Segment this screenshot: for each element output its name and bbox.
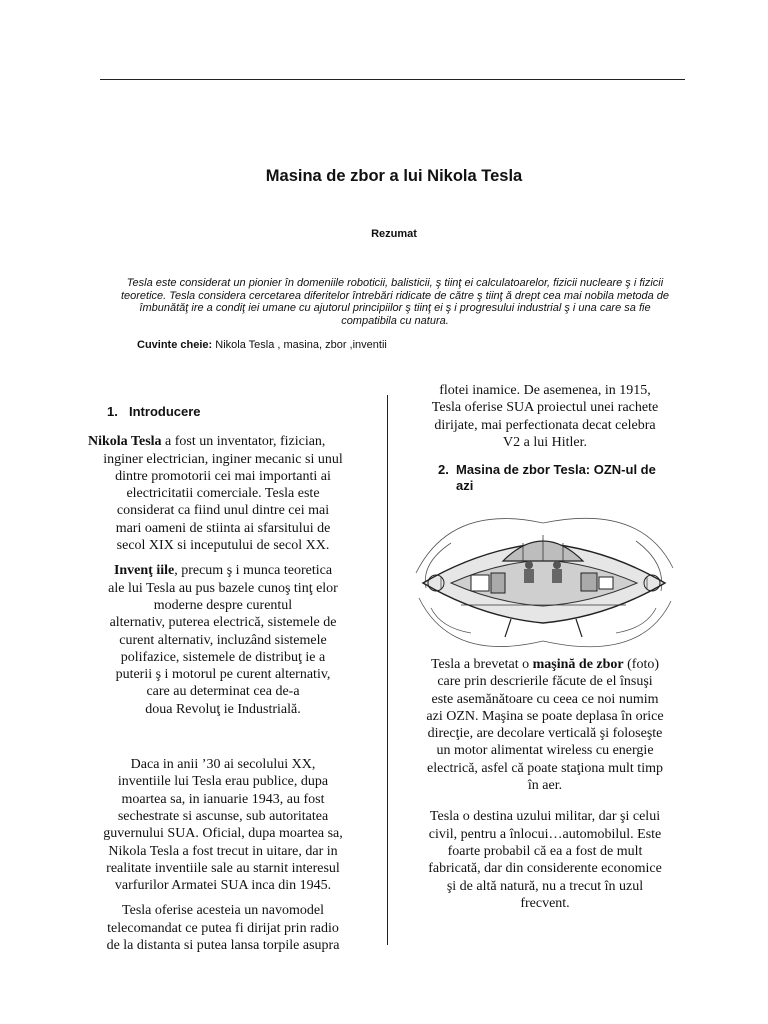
text-line: Tesla oferise SUA proiectul unei rachete — [431, 400, 659, 416]
text-line: direcţie, are decolare verticală şi foloseşte — [427, 726, 663, 742]
text-line: foarte probabil că ea a fost de mult — [447, 843, 643, 859]
section-heading-introducere — [88, 403, 358, 420]
text-line: polifazice, sistemele de distribuţ ie a — [120, 649, 326, 665]
bold-term: maşină de zbor — [532, 657, 624, 672]
text-line: civil, pentru a înlocui…automobilul. Este — [428, 826, 662, 842]
text-line: fabricată, dar din considerente economice — [428, 861, 662, 877]
text-line: inventiile lui Tesla erau publice, dupa — [117, 774, 329, 790]
text-line: sechestrate si ascunse, sub autoritatea — [117, 808, 329, 824]
right-column — [408, 382, 682, 494]
bold-term: Nikola Tesla — [88, 434, 162, 450]
text-line: care au determinat cea de-a — [146, 684, 300, 700]
abstract-line: Tesla este considerat un pionier în domeniile roboticii, balisticii, ş tiinţ ei calculatoarelor, fizicii nucleare ş i fizicii — [126, 277, 664, 289]
text-line: care prin descrierile făcute de el însuşi — [437, 674, 653, 690]
paragraph-flotei — [408, 382, 682, 451]
text-line: inginer electrician, inginer mecanic si unul — [103, 451, 343, 467]
keywords — [137, 339, 387, 351]
paragraph-brevetat: Tesla a brevetat o maşină de zbor (foto) care prin descrierile făcute de el însuşi este asemănătoare cu ceea ce noi numim azi OZN. Maşina se poate deplasa în orice direcţie, are decolare verticală şi foloseşte un motor alimentat wireless cu energie electrică, asfel că poate staţiona mult timp în aer. — [408, 656, 682, 794]
text-line: doua Revoluţ ie Industrială. — [145, 701, 301, 717]
section-heading-masina-de-zbor — [408, 462, 682, 494]
text-line: un motor alimentat wireless cu energie — [436, 743, 654, 759]
paragraph-uz-militar — [408, 808, 682, 912]
text-line: Tesla o destina uzului militar, dar şi celui — [429, 809, 661, 825]
abstract-text — [100, 277, 690, 327]
paragraph-navomodel — [88, 902, 358, 954]
text-line: electricitatii comerciale. Tesla este — [126, 486, 320, 502]
text-line: secol XIX si inceputului de secol XX. — [116, 538, 330, 554]
bold-term: Invenţ iile — [113, 563, 175, 579]
flying-machine-illustration — [411, 513, 676, 651]
text-line: ale lui Tesla au pus bazele cunoş tinţ elor — [108, 580, 338, 596]
text-line: dirijate, mai perfectionata decat celebra — [434, 417, 656, 433]
section-title-cont: azi — [456, 478, 474, 494]
text-line: considerat ca fiind unul dintre cei mai — [116, 503, 330, 519]
abstract-line: îmbunătăţ ire a condiţ iei umane cu ajutorul principiilor ş tiinţ ei ş i progresului industrial ş i una care sa fie — [139, 302, 651, 315]
left-column — [88, 403, 358, 954]
text-line: telecomandat ce putea fi dirijat prin radio — [107, 920, 339, 936]
text-line: electrică, asfel că poate staţiona mult timp — [427, 760, 663, 776]
header-rule — [100, 79, 685, 80]
text-line: guvernului SUA. Oficial, dupa moartea sa, — [103, 826, 343, 842]
column-divider — [387, 395, 388, 945]
text-line: varfurilor Armatei SUA inca din 1945. — [114, 878, 332, 894]
text-line: azi OZN. Maşina se poate deplasa în orice — [426, 708, 664, 724]
text-line: moartea sa, in ianuarie 1943, au fost — [121, 791, 325, 807]
section-number: 1. — [107, 404, 118, 419]
paragraph-anii-30 — [88, 756, 358, 894]
text-line: moderne despre curentul — [153, 597, 293, 613]
text-line: Nikola Tesla a fost trecut in uitare, dar in — [108, 843, 338, 859]
section-number: 2. — [438, 462, 449, 478]
text-line: flotei inamice. De asemenea, in 1915, — [439, 383, 651, 398]
section-title: Introducere — [129, 404, 201, 419]
text-line: puterii ş i motorul pe curent alternativ, — [115, 667, 331, 683]
text-line: dintre promotorii cei mai importanti ai — [115, 468, 331, 484]
abstract-line: teoretice. Tesla considera cercetarea diferitelor întrebări ridicate de către ş tiinţ ă drept cea mai nobila metoda de — [120, 289, 670, 302]
text-line: Tesla oferise acesteia un navomodel — [122, 903, 324, 919]
abstract-heading: Rezumat — [371, 228, 417, 240]
document-title: Masina de zbor a lui Nikola Tesla — [265, 167, 523, 185]
keywords-value: Nikola Tesla , masina, zbor ,inventii — [212, 339, 387, 351]
right-column-lower — [408, 656, 682, 912]
text-line: realitate inventiile sale au starnit interesul — [106, 860, 340, 876]
section-title: Masina de zbor Tesla: OZN-ul de — [456, 462, 656, 478]
abstract-line: compatibila cu natura. — [341, 314, 449, 327]
text-line: Daca in anii ’30 ai secolului XX, — [130, 757, 316, 773]
text-line: de la distanta si putea lansa torpile asupra — [106, 938, 340, 954]
text-line: este asemănătoare cu ceea ce noi numim — [431, 691, 659, 707]
text-line: curent alternativ, incluzând sistemele — [119, 632, 327, 648]
text-line: în aer. — [527, 778, 563, 794]
keywords-label: Cuvinte cheie: — [137, 339, 213, 351]
text-line: şi de altă natură, nu a trecut în uzul — [446, 878, 644, 894]
text-line: V2 a lui Hitler. — [503, 434, 587, 450]
text-line: frecvent. — [520, 895, 570, 911]
paragraph-intro: Nikola Tesla a fost un inventator, fizician, inginer electrician, inginer mecanic si unul dintre promotorii cei mai importanti ai electricitatii comerciale. Tesla este considerat ca fiind unul dintre cei mai mari oameni de stiinta ai sfarsitului de secol XIX si inceputului de secol XX. — [88, 433, 358, 554]
text-line: alternativ, puterea electrică, sistemele de — [109, 615, 337, 631]
text-line: mari oameni de stiinta ai sfarsitului de — [115, 520, 331, 536]
paragraph-inventii: Invenţ iile, precum ş i munca teoretica ale lui Tesla au pus bazele cunoş tinţ elor moderne despre curentul alternativ, puterea electrică, sistemele de curent alternativ, incluzând sistemele polifazice, sistemele de distribuţ ie a puterii ş i motorul pe curent alternativ, care au determinat cea de-a doua Revoluţ ie Industrială. — [88, 562, 358, 718]
